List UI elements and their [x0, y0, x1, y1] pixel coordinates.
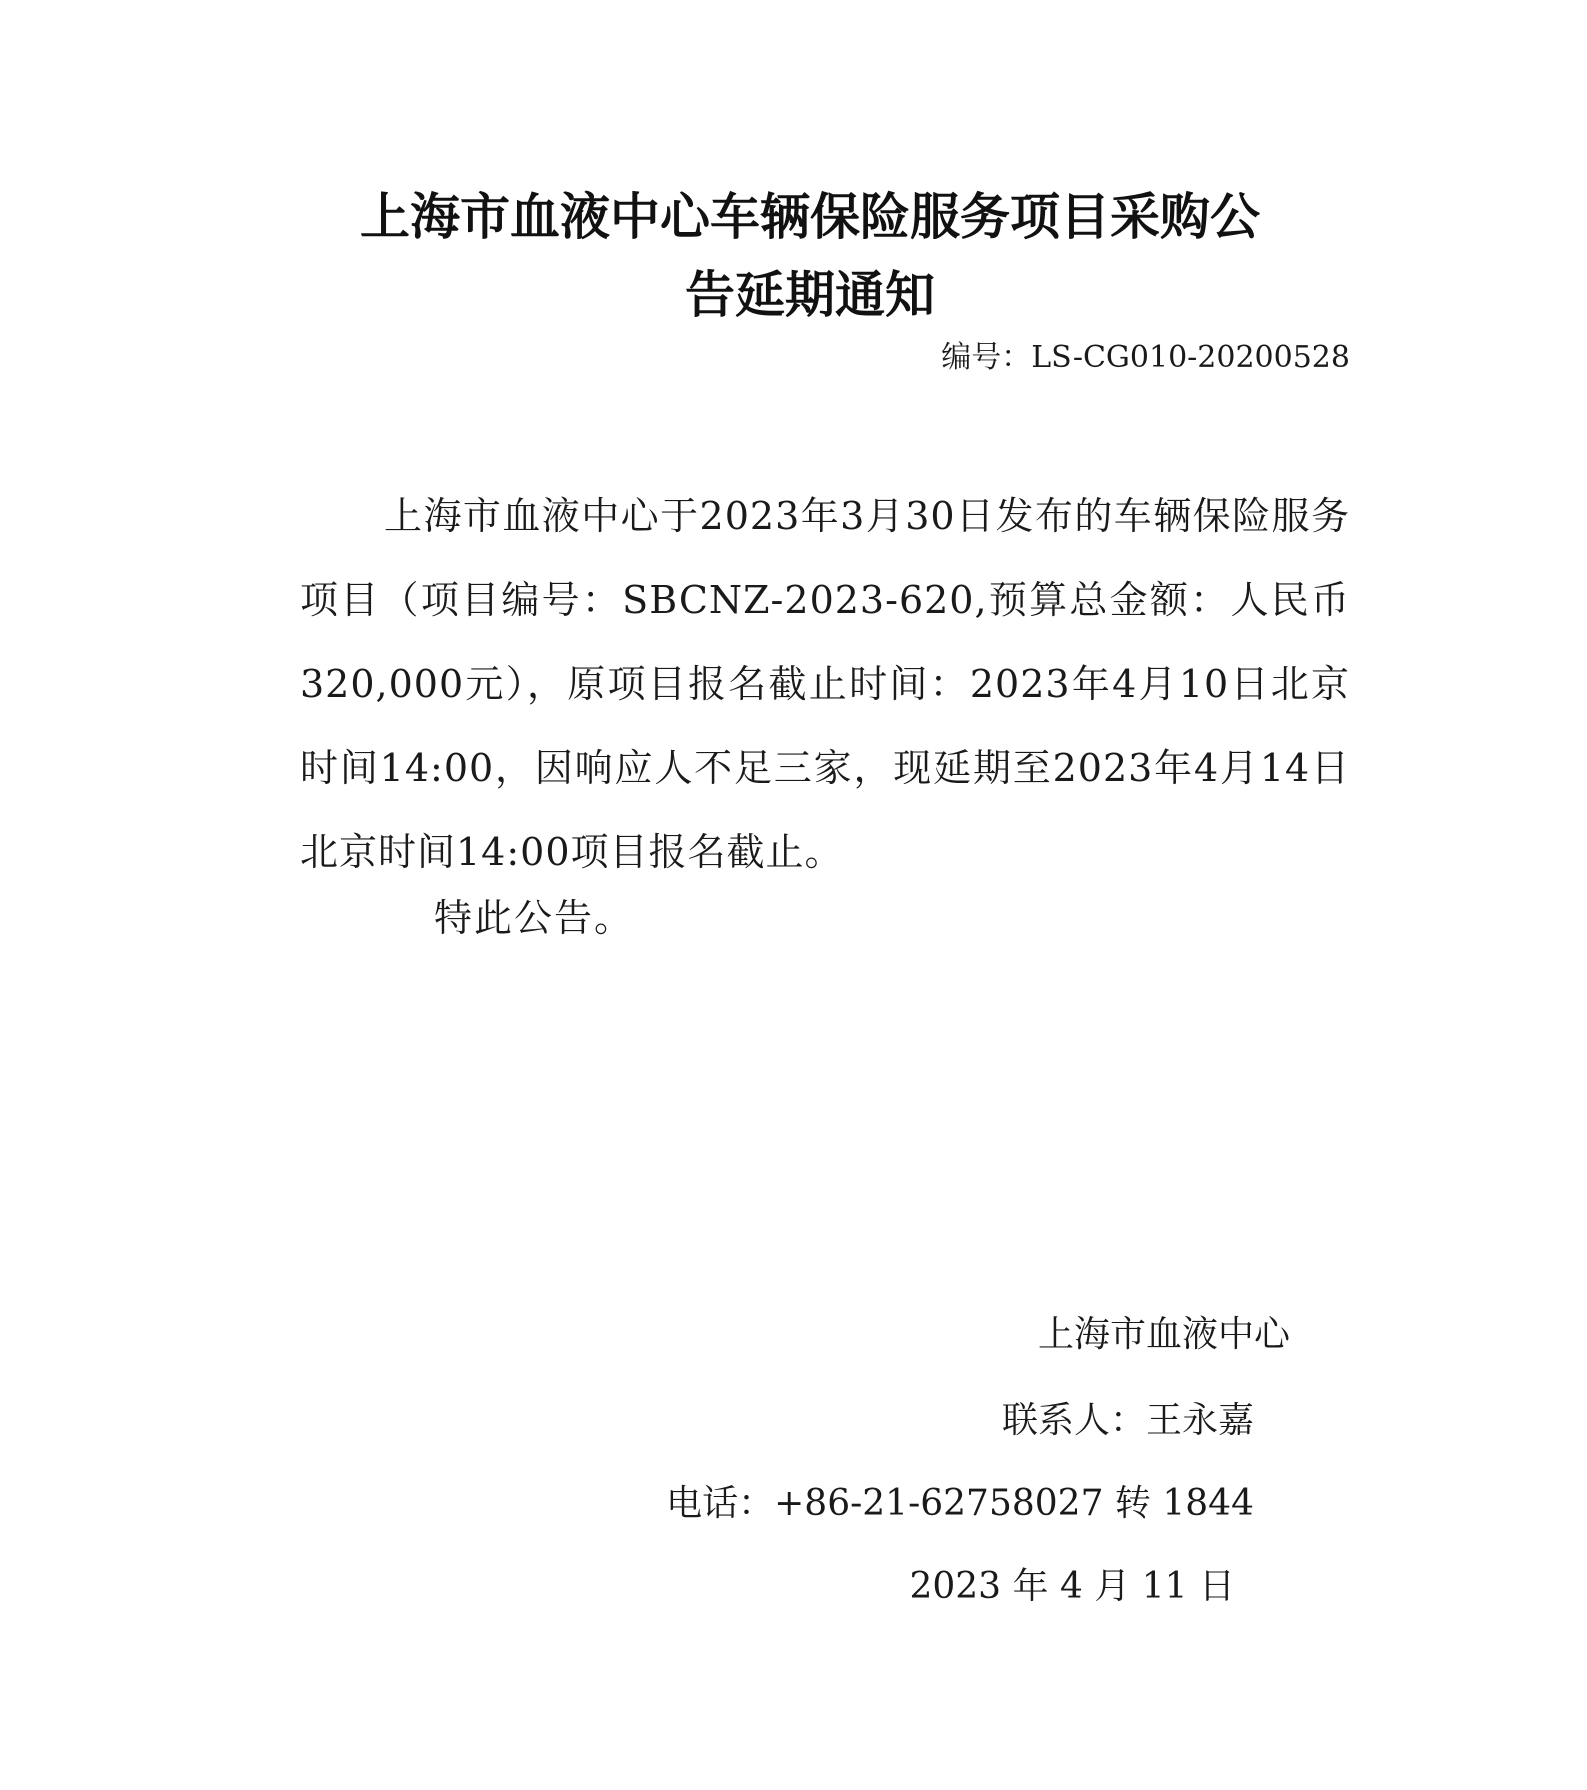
title-line-2: 告延期通知	[685, 266, 935, 324]
signature-phone: 电话：+86-21-62758027 转 1844	[666, 1483, 1254, 1524]
signature-date: 2023 年 4 月 11 日	[909, 1566, 1235, 1607]
signature-organization: 上海市血液中心	[1037, 1314, 1290, 1355]
page-title	[270, 178, 1350, 334]
document-number: 编号：LS-CG010-20200528	[941, 340, 1350, 375]
signature-contact: 联系人：王永嘉	[1001, 1400, 1254, 1441]
title-line-1: 上海市血液中心车辆保险服务项目采购公	[360, 188, 1260, 246]
closing-statement: 特此公告。	[434, 896, 635, 940]
notice-body: 上海市血液中心于2023年3月30日发布的车辆保险服务项目（项目编号：SBCNZ-2023-620,预算总金额：人民币320,000元），原项目报名截止时间：2023年4月10日北京时间14:00，因响应人不足三家，现延期至2023年4月14日北京时间14:00项目报名截止。	[300, 494, 1350, 874]
